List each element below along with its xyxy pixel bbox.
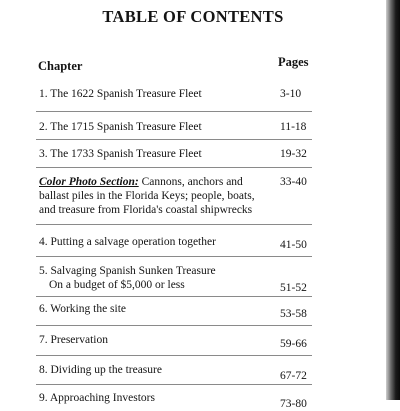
entry-divider bbox=[36, 224, 312, 225]
entry-divider bbox=[36, 111, 312, 112]
toc-entry-title bbox=[39, 120, 265, 134]
toc-entry-title-line: 3. The 1733 Spanish Treasure Fleet bbox=[39, 148, 202, 160]
entry-divider bbox=[36, 296, 312, 297]
pages-column-header: Pages bbox=[278, 55, 309, 69]
toc-entry-title bbox=[39, 264, 265, 292]
toc-entry-pages: 67-72 bbox=[280, 370, 307, 382]
toc-entry-title bbox=[39, 147, 265, 161]
toc-entry-pages: 19-32 bbox=[280, 148, 307, 160]
toc-entry-title-line: 6. Working the site bbox=[39, 303, 127, 315]
toc-entry-pages: 11-18 bbox=[280, 121, 307, 133]
toc-entry-title bbox=[39, 363, 265, 377]
toc-entry-title-line: 8. Dividing up the treasure bbox=[39, 364, 162, 376]
toc-entry-pages: 41-50 bbox=[280, 239, 307, 251]
toc-entry-title-line: Cannons, anchors and bbox=[138, 176, 243, 188]
color-photo-section-heading: Color Photo Section: bbox=[39, 176, 139, 188]
toc-entry-title-line: 9. Approaching Investors bbox=[39, 392, 155, 404]
toc-entry-title bbox=[39, 87, 265, 101]
toc-entry-title-line: On a budget of $5,000 or less bbox=[49, 279, 185, 292]
chapter-column-header: Chapter bbox=[38, 59, 83, 73]
toc-entry-title bbox=[39, 302, 265, 316]
toc-entry-title bbox=[39, 333, 265, 347]
toc-entry-title bbox=[39, 235, 265, 249]
toc-entry-title-line: ballast piles in the Florida Keys; people, boats, bbox=[39, 190, 255, 203]
toc-entry-title bbox=[39, 391, 265, 405]
entry-divider bbox=[36, 256, 312, 257]
toc-entry-title-line: 4. Putting a salvage operation together bbox=[39, 236, 216, 248]
scanned-page-edge bbox=[386, 0, 400, 400]
toc-entry-title-line: 1. The 1622 Spanish Treasure Fleet bbox=[39, 88, 202, 100]
entry-divider bbox=[36, 325, 312, 326]
entry-divider bbox=[36, 139, 312, 140]
toc-entry-pages: 51-52 bbox=[280, 282, 307, 294]
entry-divider bbox=[36, 167, 312, 168]
toc-entry-pages: 33-40 bbox=[280, 176, 307, 188]
toc-entry-pages: 59-66 bbox=[280, 338, 307, 350]
toc-entry-title-line: 5. Salvaging Spanish Sunken Treasure bbox=[39, 265, 216, 277]
toc-entry-title-line: and treasure from Florida's coastal shipwrecks bbox=[39, 204, 253, 217]
entry-divider bbox=[36, 384, 312, 385]
toc-entry-pages: 3-10 bbox=[280, 88, 302, 100]
toc-entry-pages: 53-58 bbox=[280, 308, 307, 320]
toc-entry-title bbox=[39, 175, 265, 218]
toc-entry-title-line: 7. Preservation bbox=[39, 334, 108, 346]
toc-entry-pages: 73-80 bbox=[280, 398, 307, 410]
toc-entry-title-line: 2. The 1715 Spanish Treasure Fleet bbox=[39, 121, 202, 133]
entry-divider bbox=[36, 355, 312, 356]
page-title: TABLE OF CONTENTS bbox=[102, 7, 284, 26]
